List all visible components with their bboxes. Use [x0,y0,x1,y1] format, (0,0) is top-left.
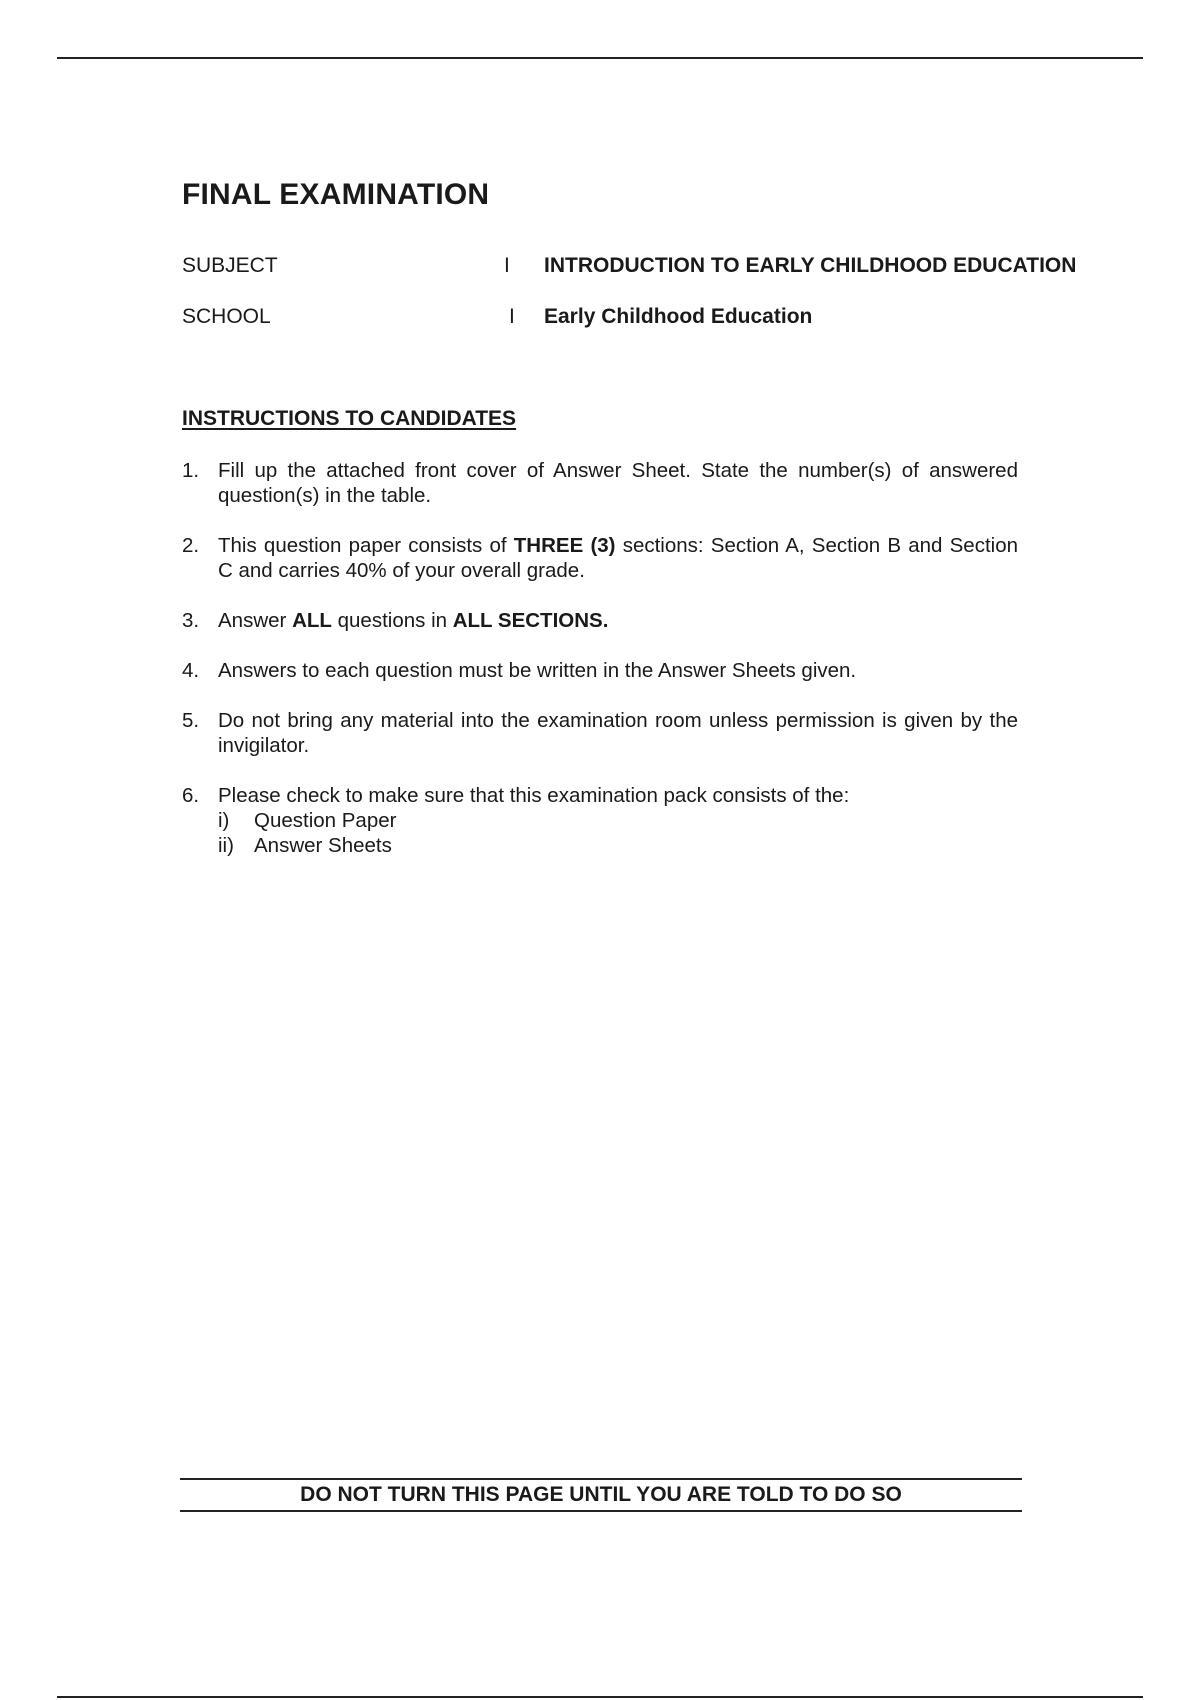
bottom-rule [57,1696,1143,1698]
instruction-text [218,533,1018,583]
instruction-text [218,658,1018,683]
instruction-text [218,608,1018,633]
pack-item-number: ii) [218,834,234,857]
instruction-emphasis: THREE (3) [513,534,616,557]
instruction-item [182,658,1018,683]
instruction-segment: sections: Section A, Section B and Section C and carries 40% of your overall grade. [218,534,1019,582]
instruction-item [182,458,1018,508]
instruction-segment: Do not bring any material into the examination room unless permission is given by the invigilator. [218,709,1018,757]
instructions-heading: INSTRUCTIONS TO CANDIDATES [182,407,517,430]
subject-separator: I [504,254,510,277]
instruction-item [182,783,1018,858]
pack-item-text: Answer Sheets [254,834,392,857]
instruction-segment: Answers to each question must be written in the Answer Sheets given. [218,659,857,682]
instruction-text [218,708,1018,758]
instruction-segment: Please check to make sure that this examination pack consists of the: [218,784,850,807]
subject-label: SUBJECT [182,254,278,277]
instruction-number: 2. [182,534,200,557]
school-row [182,305,1132,335]
instruction-item [182,608,1018,633]
instruction-text [218,458,1018,508]
school-label: SCHOOL [182,305,271,328]
subject-row [182,254,1132,284]
footer-notice: DO NOT TURN THIS PAGE UNTIL YOU ARE TOLD TO DO SO [180,1478,1022,1512]
pack-contents-item [218,833,1018,858]
instruction-segment: questions in [331,609,453,632]
pack-contents-item [218,808,1018,833]
instruction-item [182,708,1018,758]
instruction-number: 3. [182,609,200,632]
top-rule [57,57,1143,59]
instruction-number: 1. [182,459,200,482]
instruction-segment: This question paper consists of [218,534,514,557]
pack-contents-list [218,808,1018,858]
instruction-segment: Answer [218,609,293,632]
page-title: FINAL EXAMINATION [182,178,490,211]
instruction-number: 4. [182,659,200,682]
instructions-list [182,458,1018,883]
pack-item-number: i) [218,809,230,832]
instruction-number: 6. [182,784,200,807]
school-value: Early Childhood Education [544,305,813,328]
instruction-emphasis: ALL SECTIONS. [452,609,609,632]
instruction-number: 5. [182,709,200,732]
instruction-text [218,783,1018,808]
subject-value: INTRODUCTION TO EARLY CHILDHOOD EDUCATION [544,254,1077,277]
instruction-item [182,533,1018,583]
instruction-segment: Fill up the attached front cover of Answer Sheet. State the number(s) of answered question(s) in the table. [218,459,1018,507]
school-separator: I [509,305,515,328]
instruction-emphasis: ALL [292,609,332,632]
pack-item-text: Question Paper [254,809,397,832]
